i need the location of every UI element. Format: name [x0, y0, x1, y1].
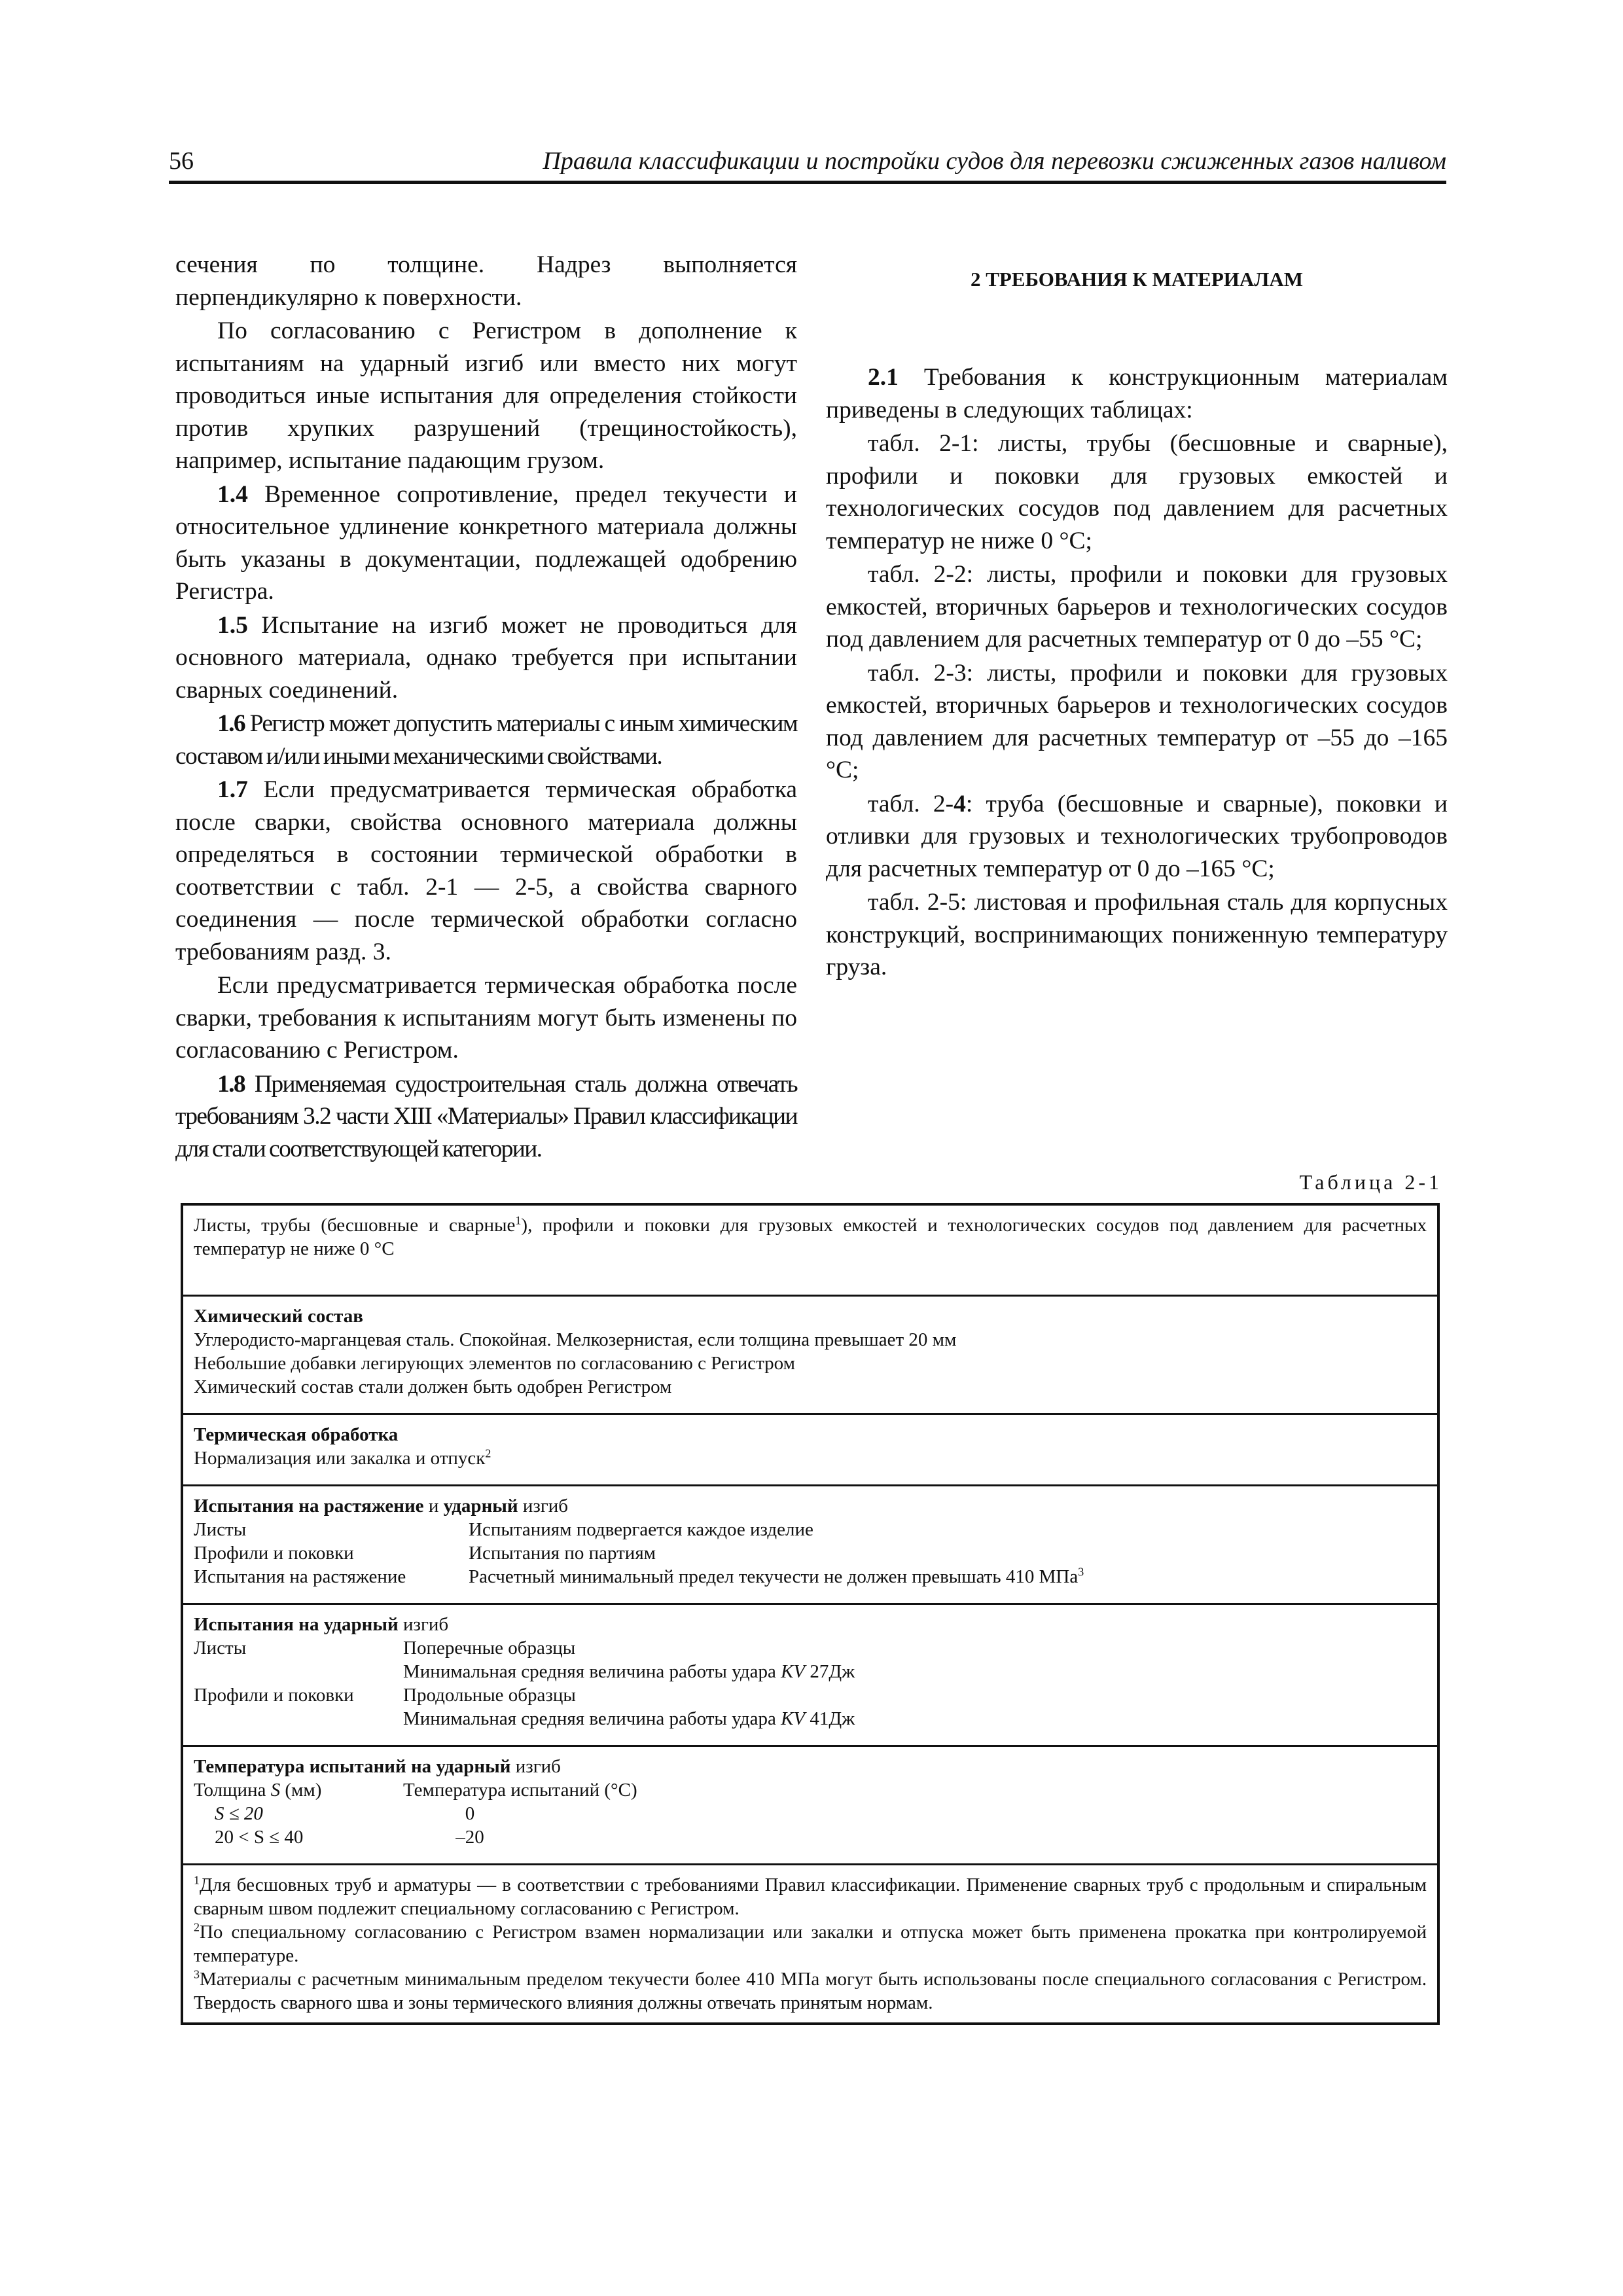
kv-value	[469, 1565, 1084, 1588]
table-ref-2-4	[826, 788, 1448, 886]
row-line-text: Нормализация или закалка и отпуск	[194, 1448, 486, 1469]
kv-key: Листы	[194, 1519, 247, 1540]
kv-key: Испытания на растяжение	[194, 1566, 406, 1587]
table-ref-2-1: табл. 2-1: листы, трубы (бесшовные и сварные), профили и поковки для грузовых емкостей и технологических сосудов под давлением для расчетных температур не ниже 0 °С;	[826, 430, 1448, 554]
clause-number: 1.8	[217, 1070, 245, 1098]
header-symbol: S	[270, 1780, 281, 1801]
section-title: 2 ТРЕБОВАНИЯ К МАТЕРИАЛАМ	[970, 268, 1304, 291]
paragraph-1-7-b: Если предусматривается термическая обработка после сварки, требования к испытаниям могут быть изменены по согласованию с Регистром.	[175, 972, 797, 1064]
footnote-text: По специальному согласованию с Регистром взамен нормализации или закалки и отпуска может быть применена прокатка при контролируемой температуре.	[194, 1922, 1427, 1966]
heading-plain: изгиб	[518, 1496, 569, 1516]
heat-treatment-row	[183, 1415, 1437, 1486]
running-title: Правила классификации и постройки судов для перевозки сжиженных газов наливом	[543, 147, 1446, 175]
kv-key: Листы	[194, 1638, 247, 1659]
footnote-mark: 2	[194, 1920, 200, 1934]
tensile-tests-row	[183, 1486, 1437, 1605]
paragraph-1-6	[175, 708, 797, 772]
kv-value: Поперечные образцы	[403, 1638, 576, 1659]
table-ref-2-5: табл. 2-5: листовая и профильная сталь для корпусных конструкций, воспринимающих пониженную температуру груза.	[826, 889, 1448, 980]
kv-line	[194, 1707, 1427, 1731]
row-line: Небольшие добавки легирующих элементов по согласованию с Регистром	[194, 1353, 795, 1374]
footnote-mark: 1	[194, 1873, 200, 1887]
row-heading: Термическая обработка	[194, 1424, 399, 1445]
kv-line	[194, 1660, 1427, 1683]
clause-number: 1.5	[217, 611, 248, 639]
kv-key-empty	[194, 1707, 403, 1731]
kv-value: Продольные образцы	[403, 1685, 576, 1706]
impact-temperature-row	[183, 1747, 1437, 1865]
kv-value-text: 27Дж	[805, 1661, 855, 1682]
row-heading	[194, 1494, 1427, 1518]
kv-value-text: 41Дж	[805, 1708, 855, 1729]
temp-line	[194, 1802, 1427, 1825]
paragraph-1-8	[175, 1068, 797, 1166]
kv-value: Испытаниям подвергается каждое изделие	[469, 1519, 813, 1540]
header-text: (мм)	[280, 1780, 322, 1801]
page-number: 56	[169, 147, 194, 175]
clause-number: 1.6	[217, 710, 245, 737]
clause-text: Испытание на изгиб может не проводиться для основного материала, однако требуется при испытании сварных соединений.	[175, 611, 797, 704]
right-column	[826, 249, 1448, 985]
paragraph-2-1	[826, 361, 1448, 426]
temp-header-line	[194, 1778, 1427, 1802]
clause-number: 2.1	[868, 364, 899, 391]
temperature-header: Температура испытаний (°С)	[403, 1780, 637, 1801]
row-line	[194, 1446, 1427, 1470]
kv-line	[194, 1683, 1427, 1707]
running-header	[169, 143, 1446, 184]
kv-key-empty	[194, 1660, 403, 1683]
kv-key: Профили и поковки	[194, 1543, 354, 1564]
kv-key: Профили и поковки	[194, 1685, 354, 1706]
header-text: Толщина	[194, 1780, 271, 1801]
paragraph-agreement: По согласованию с Регистром в дополнение к испытаниям на ударный изгиб или вместо них могут проводиться иные испытания для определения стойкости против хрупких разрушений (трещиностойкость), например, испытание падающим грузом.	[175, 317, 797, 474]
table-label: Таблица 2-1	[1299, 1170, 1442, 1194]
kv-value	[403, 1707, 855, 1731]
clause-text: Применяемая судостроительная сталь должна отвечать требованиям 3.2 части XIII «Материалы» Правил классификации для стали соответствующей категории.	[175, 1070, 797, 1162]
heading-bold: Температура испытаний на ударный	[194, 1756, 511, 1777]
table-title-row	[183, 1206, 1437, 1297]
table-title-part: ), профили и поковки для грузовых емкостей и технологических сосудов под давлением для расчетных температур не ниже 0 °С	[194, 1215, 1427, 1259]
footnote-text: Материалы с расчетным минимальным пределом текучести более 410 МПа могут быть использованы после специального согласования с Регистром. Твердость сварного шва и зоны термического влияния должны отвечать принятым нормам.	[194, 1969, 1427, 2013]
heading-bold: ударный	[443, 1496, 518, 1516]
heading-plain: изгиб	[510, 1756, 561, 1777]
clause-number: 1.7	[217, 776, 248, 803]
clause-text: Регистр может допустить материалы с иным химическим составом и/или иными механическими свойствами.	[175, 710, 797, 770]
footnote-1	[194, 1873, 1427, 1920]
table-ref-2-3: табл. 2-3: листы, профили и поковки для грузовых емкостей, вторичных барьеров и технологических сосудов под давлением для расчетных температур от –55 до –165 °С;	[826, 659, 1448, 783]
kv-line	[194, 1636, 1427, 1660]
footnote-text: Для бесшовных труб и арматуры — в соответствии с требованиями Правил классификации. Применение сварных труб с продольным и спиральным сварным швом подлежит специальному согласованию с Регистром.	[194, 1874, 1427, 1919]
paragraph-1-4	[175, 478, 797, 608]
left-column	[175, 249, 797, 1166]
clause-text: Требования к конструкционным материалам приведены в следующих таблицах:	[826, 364, 1448, 423]
row-line: Углеродисто-марганцевая сталь. Спокойная. Мелкозернистая, если толщина превышает 20 мм	[194, 1329, 957, 1350]
ref-prefix: табл. 2-	[868, 790, 954, 817]
clause-text: Если предусматривается термическая обработка после сварки, свойства основного материала должны определяться в состоянии термической обработки в соответствии с табл. 2-1 — 2-5, а свойства сварного соединения — после термической обработки согласно требованиям разд. 3.	[175, 776, 797, 965]
footnote-mark: 3	[194, 1967, 200, 1981]
temperature-value: 0	[465, 1803, 475, 1824]
kv-value-text: Расчетный минимальный предел текучести не должен превышать 410 МПа	[469, 1566, 1079, 1587]
footnote-2	[194, 1920, 1427, 1967]
heading-bold: Испытания на ударный	[194, 1614, 399, 1635]
temperature-value: –20	[455, 1827, 484, 1848]
table-title-part: Листы, трубы (бесшовные и сварные	[194, 1215, 516, 1236]
table-2-1	[181, 1203, 1440, 2025]
row-heading: Химический состав	[194, 1306, 363, 1327]
paragraph-1-7	[175, 774, 797, 968]
kv-line	[194, 1541, 1427, 1565]
clause-number: 1.4	[217, 480, 248, 508]
row-heading	[194, 1755, 1427, 1778]
ref-number: 4	[954, 790, 966, 817]
heading-plain: и	[423, 1496, 444, 1516]
thickness-value: 20 < S ≤ 40	[215, 1827, 304, 1848]
paragraph-1-5	[175, 609, 797, 707]
clause-text: Временное сопротивление, предел текучести и относительное удлинение конкретного материала должны быть указаны в документации, подлежащей одобрению Регистра.	[175, 480, 797, 605]
temp-line	[194, 1825, 1427, 1849]
kv-symbol: KV	[781, 1661, 806, 1682]
row-line: Химический состав стали должен быть одобрен Регистром	[194, 1376, 672, 1397]
footnote-ref: 3	[1078, 1565, 1084, 1579]
footnotes-row	[183, 1865, 1437, 2022]
impact-tests-row	[183, 1605, 1437, 1747]
kv-line	[194, 1518, 1427, 1541]
footnote-3	[194, 1967, 1427, 2015]
heading-bold: Испытания на растяжение	[194, 1496, 424, 1516]
kv-value	[403, 1660, 855, 1683]
kv-value-text: Минимальная средняя величина работы удара	[403, 1708, 781, 1729]
paragraph-continuation: сечения по толщине. Надрез выполняется перпендикулярно к поверхности.	[175, 251, 797, 311]
row-heading	[194, 1613, 1427, 1636]
kv-value: Испытания по партиям	[469, 1543, 656, 1564]
thickness-value: S ≤ 20	[215, 1803, 263, 1824]
thickness-header	[194, 1778, 403, 1802]
footnote-ref: 2	[485, 1446, 491, 1460]
table-ref-2-2: табл. 2-2: листы, профили и поковки для грузовых емкостей, вторичных барьеров и технологических сосудов под давлением для расчетных температур от 0 до –55 °С;	[826, 561, 1448, 653]
chem-composition-row	[183, 1297, 1437, 1415]
heading-plain: изгиб	[398, 1614, 449, 1635]
kv-line	[194, 1565, 1427, 1588]
kv-value-text: Минимальная средняя величина работы удара	[403, 1661, 781, 1682]
kv-symbol: KV	[781, 1708, 806, 1729]
ref-text: : труба (бесшовные и сварные), поковки и отливки для грузовых и технологических трубопроводов для расчетных температур от 0 до –165 °С;	[826, 790, 1448, 882]
footnote-ref: 1	[515, 1213, 522, 1227]
